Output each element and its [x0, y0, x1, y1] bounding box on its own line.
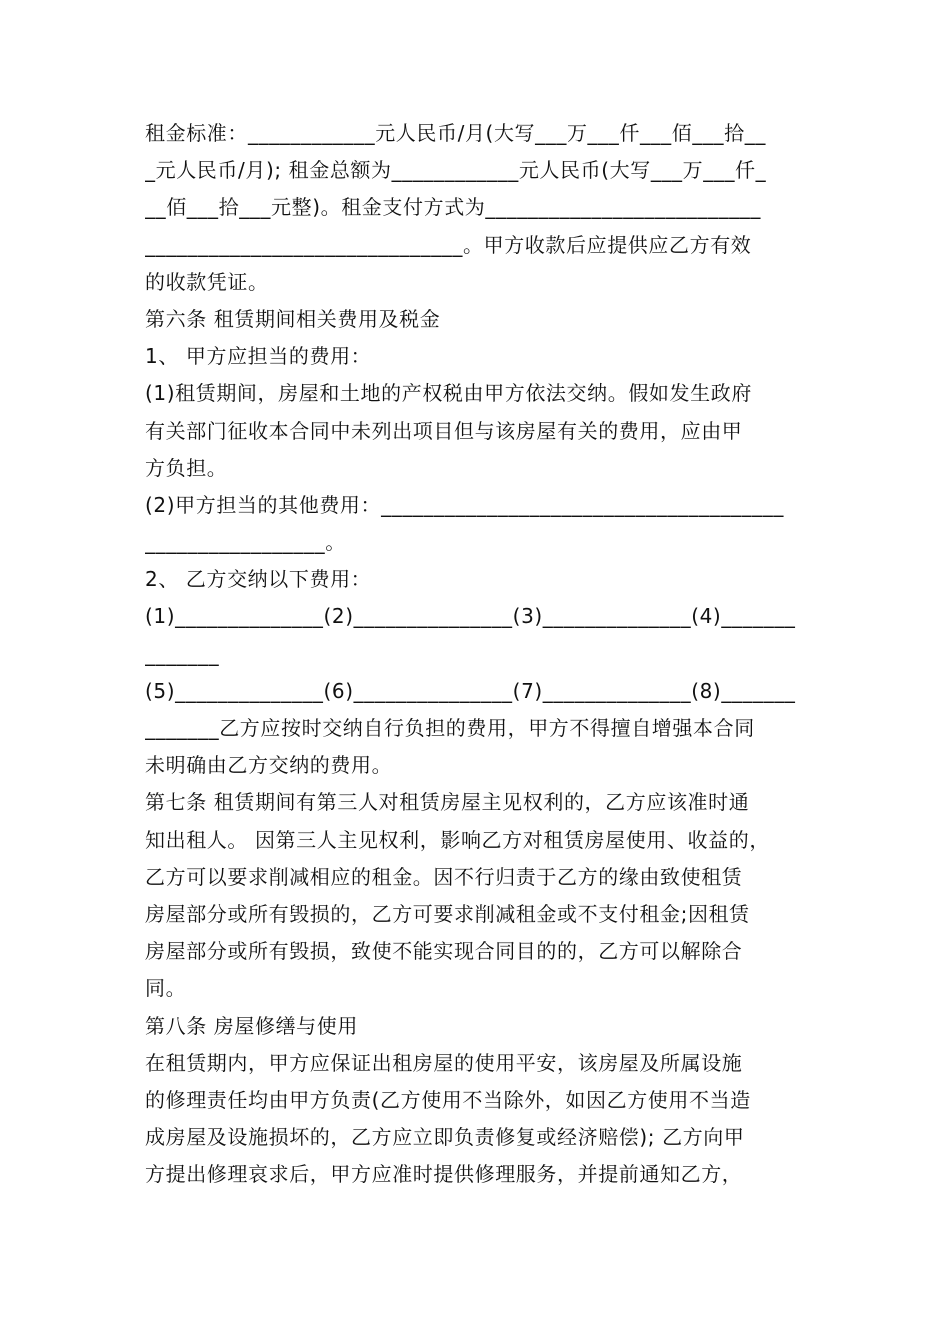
text-line: 在租赁期内，甲方应保证出租房屋的使用平安，该房屋及所属设施 [145, 1050, 743, 1075]
clause-1-heading: 1、 甲方应担当的费用： [145, 344, 372, 369]
text-line: 方提出修理哀求后，甲方应准时提供修理服务，并提前通知乙方， [145, 1162, 743, 1187]
text-line: 知出租人。 因第三人主见权利，影响乙方对租赁房屋使用、收益的， [145, 827, 770, 852]
text-line: (1)租赁期间，房屋和土地的产权税由甲方依法交纳。假如发生政府 [145, 381, 752, 406]
text-line-rent-standard: 租金标准：____________元人民币/月(大写___万___仟___佰___拾__ [145, 121, 766, 145]
text-line-other-fees: (2)甲方担当的其他费用：______________________________________ [145, 492, 784, 517]
fee-blanks-1-4: (1)______________(2)_______________(3)______________(4)_______ [145, 604, 796, 629]
article-8-heading: 第八条 房屋修缮与使用 [145, 1013, 358, 1038]
text-line: 的修理责任均由甲方负责(乙方使用不当除外，如因乙方使用不当造 [145, 1087, 751, 1112]
article-6-heading: 第六条 租赁期间相关费用及税金 [145, 306, 441, 331]
text-line: 同。 [145, 976, 187, 1001]
text-line-other-fees-cont: _________________。 [145, 530, 346, 555]
text-line: 成房屋及设施损坏的，乙方应立即负责修复或经济赔偿); 乙方向甲 [145, 1125, 745, 1150]
text-line: 有关部门征收本合同中未列出项目但与该房屋有关的费用，应由甲 [145, 418, 743, 443]
text-line: _______乙方应按时交纳自行负担的费用，甲方不得擅自增强本合同 [145, 716, 755, 740]
clause-2-heading: 2、 乙方交纳以下费用： [145, 567, 372, 592]
text-line-receipt: ______________________________。甲方收款后应提供应乙方有效 [145, 232, 752, 257]
text-line: 房屋部分或所有毁损的，乙方可要求削减租金或不支付租金;因租赁 [145, 901, 750, 926]
document-body [145, 115, 810, 1193]
text-line: 乙方可以要求削减相应的租金。因不行归责于乙方的缘由致使租赁 [145, 864, 743, 889]
text-line: 方负担。 [145, 455, 228, 480]
text-line-rent-total: _元人民币/月); 租金总额为____________元人民币(大写___万___仟_ [145, 158, 767, 183]
fee-blanks-5-8: (5)______________(6)_______________(7)______________(8)_______ [145, 678, 796, 703]
text-line: 未明确由乙方交纳的费用。 [145, 753, 393, 778]
text-line: 房屋部分或所有毁损，致使不能实现合同目的的，乙方可以解除合 [145, 939, 743, 964]
fee-blanks-1-4-cont: _______ [145, 641, 220, 666]
text-line-receipt-cont: 的收款凭证。 [145, 269, 269, 294]
article-7-text: 第七条 租赁期间有第三人对租赁房屋主见权利的，乙方应该准时通 [145, 790, 750, 815]
text-line-payment-method: __佰___拾___元整)。租金支付方式为__________________________ [145, 195, 762, 220]
